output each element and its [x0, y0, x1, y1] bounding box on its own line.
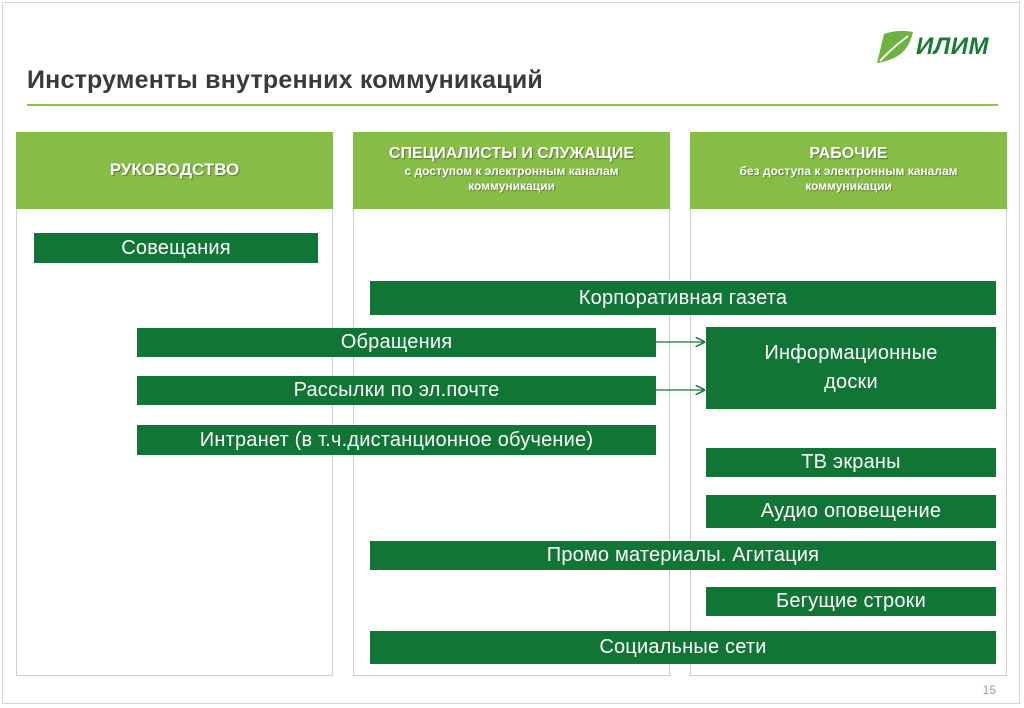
- bar-promo-materials: Промо материалы. Агитация: [370, 541, 996, 570]
- column-header-specialists: [353, 132, 670, 209]
- bar-meetings: Совещания: [34, 233, 318, 263]
- info-boards-line-2: доски: [824, 371, 878, 393]
- title-divider: [27, 104, 998, 106]
- column-title: СПЕЦИАЛИСТЫ И СЛУЖАЩИЕ: [388, 145, 635, 162]
- bar-social-networks: Социальные сети: [370, 631, 996, 664]
- bar-audio-announcements: Аудио оповещение: [706, 495, 996, 528]
- leaf-icon: [874, 30, 914, 66]
- bar-tv-screens: ТВ экраны: [706, 448, 996, 477]
- slide-title: Инструменты внутренних коммуникаций: [27, 66, 543, 94]
- bar-intranet: Интранет (в т.ч.дистанционное обучение): [137, 425, 656, 455]
- column-header-management: [16, 132, 333, 209]
- bar-email-mailing: Рассылки по эл.почте: [137, 376, 656, 405]
- column-subtitle: без доступа к электронным каналам коммуникации: [739, 164, 958, 193]
- info-boards-line-1: Информационные: [764, 342, 938, 364]
- column-title: РУКОВОДСТВО: [109, 160, 240, 179]
- bar-ticker-lines: Бегущие строки: [706, 587, 996, 616]
- bar-information-boards: [706, 327, 996, 409]
- page-number: 15: [982, 683, 996, 697]
- column-header-workers: [690, 132, 1007, 209]
- bar-appeals: Обращения: [137, 328, 656, 357]
- column-subtitle: с доступом к электронным каналам коммуникации: [404, 164, 619, 193]
- column-title: РАБОЧИЕ: [809, 145, 888, 162]
- logo-text: ИЛИМ: [916, 33, 990, 60]
- ilim-logo: [874, 30, 998, 66]
- bar-corporate-newspaper: Корпоративная газета: [370, 281, 996, 315]
